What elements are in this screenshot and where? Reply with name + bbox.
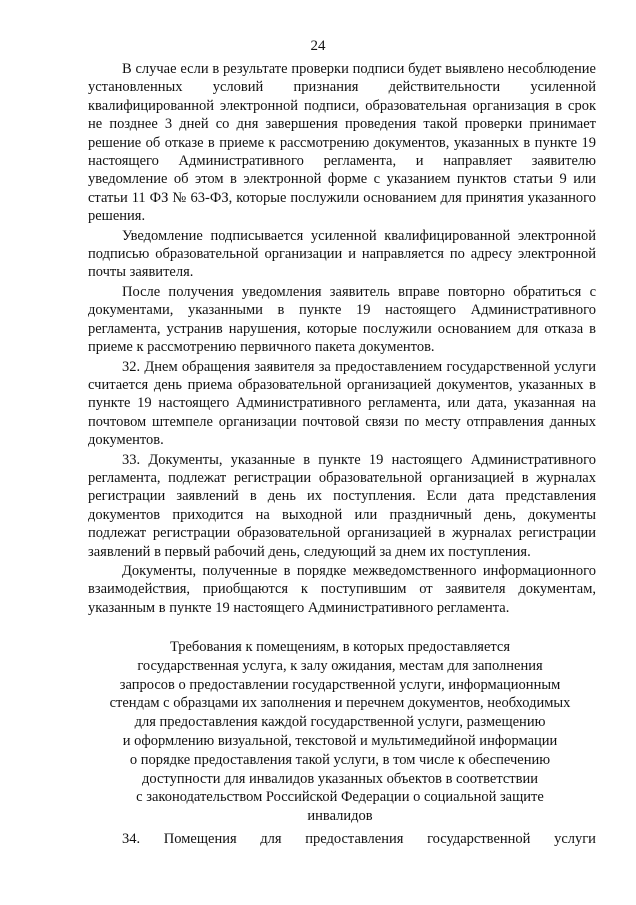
heading-line: инвалидов: [307, 808, 373, 825]
body-text: [88, 60, 596, 617]
section-heading: [70, 638, 610, 826]
heading-line: с законодательством Российской Федерации о социальной защите: [136, 789, 544, 806]
heading-line: для предоставления каждой государственной услуги, размещению: [134, 714, 546, 731]
heading-line: стендам с образцами их заполнения и перечнем документов, необходимых: [109, 695, 571, 712]
heading-line: запросов о предоставлении государственной услуги, информационным: [119, 676, 561, 693]
heading-line: доступности для инвалидов указанных объектов в соответствии: [142, 770, 538, 787]
word: предоставления: [305, 831, 404, 847]
word: государственной: [427, 831, 531, 847]
paragraph-notification: Уведомление подписывается усиленной квалифицированной электронной подписью образовательной организации и направляется по адресу электронной почты заявителя.: [88, 227, 596, 281]
page-number: 24: [310, 38, 326, 54]
heading-line: и оформлению визуальной, текстовой и мультимедийной информации: [122, 732, 558, 749]
heading-line: государственная услуга, к залу ожидания, местам для заполнения: [137, 657, 543, 674]
paragraph-33: 33. Документы, указанные в пункте 19 настоящего Административного регламента, подлежат регистрации образовательной организацией в журналах регистрации заявлений в день их поступления. Если дата представления документов приходится на выходной или праздничный день, документы подлежат регистрации образовательной организацией в журналах регистрации заявлений в первый рабочий день, следующий за днем их поступления.: [88, 451, 596, 560]
word: услуги: [554, 831, 596, 847]
paragraph-34-start: [122, 830, 596, 848]
word: для: [260, 831, 282, 847]
paragraph-resubmission: После получения уведомления заявитель вправе повторно обратиться с документами, указанными в пункте 19 настоящего Административного регламента, устранив нарушения, которые послужили основанием для отказа в приеме к рассмотрению первичного пакета документов.: [88, 283, 596, 356]
heading-line: о порядке предоставления такой услуги, в том числе к обеспечению: [129, 751, 551, 768]
paragraph-signature-check: В случае если в результате проверки подписи будет выявлено несоблюдение установленных условий признания действительности усиленной квалифицированной электронной подписи, образовательная организация в срок не позднее 3 дней со дня завершения проведения такой проверки принимает решение об отказе в приеме к рассмотрению документов, указанных в пункте 19 настоящего Административного регламента, и направляет заявителю уведомление об этом в электронной форме с указанием пунктов статьи 9 или статьи 11 ФЗ № 63-ФЗ, которые послужили основанием для принятия указанного решения.: [88, 61, 596, 225]
heading-line: Требования к помещениям, в которых предоставляется: [169, 639, 511, 655]
paragraph-32: 32. Днем обращения заявителя за предоставлением государственной услуги считается день приема образовательной организацией документов, указанных в пункте 19 настоящего Административного регламента, или дата, указанная на почтовом штемпеле организации почтовой связи по месту отправления данных документов.: [88, 358, 596, 449]
paragraph-interagency-documents: Документы, полученные в порядке межведомственного информационного взаимодействия, приобщаются к поступившим от заявителя документам, указанным в пункте 19 настоящего Административного регламента.: [88, 562, 596, 616]
word: Помещения: [163, 831, 237, 847]
word: 34.: [122, 831, 141, 847]
